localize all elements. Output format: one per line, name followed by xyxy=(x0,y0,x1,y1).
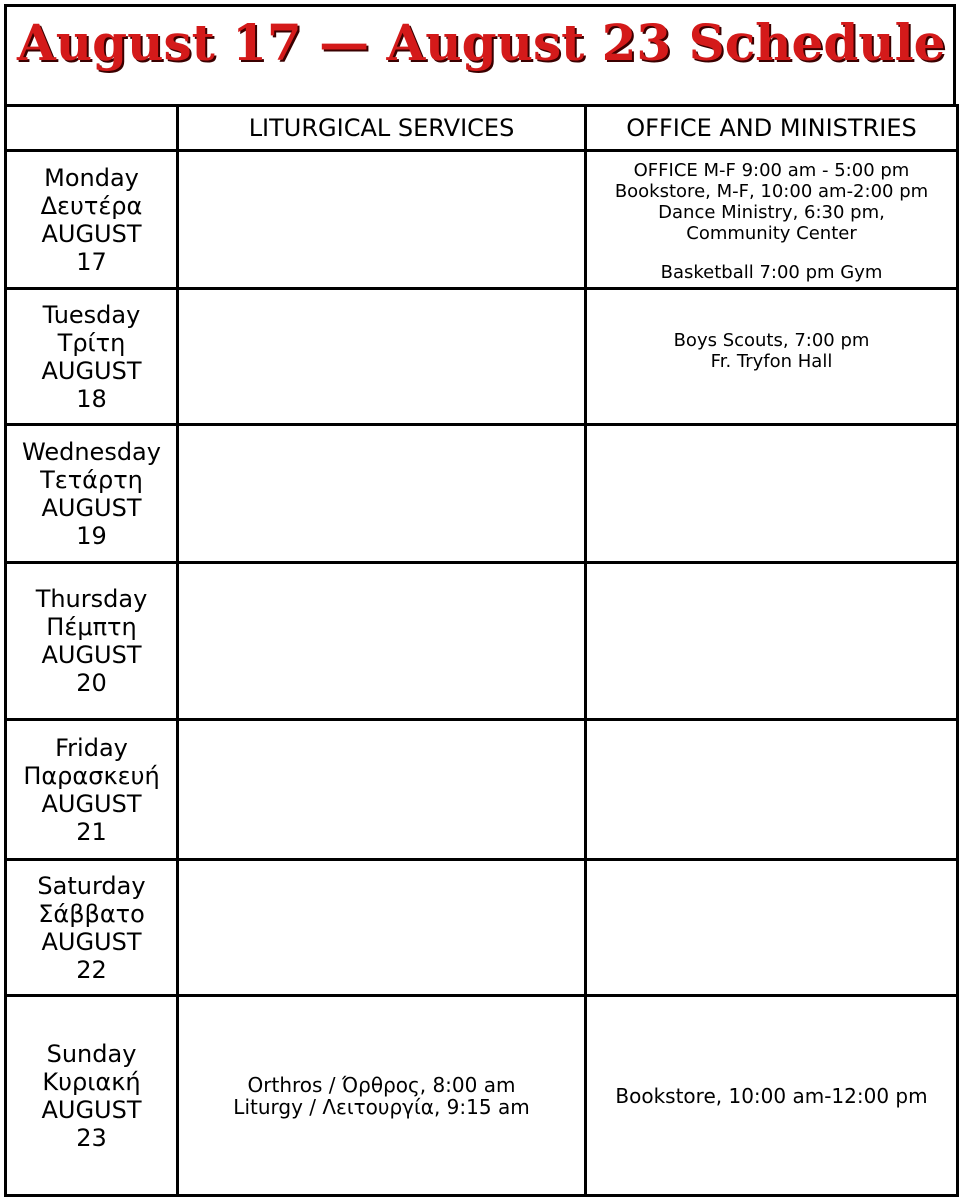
day-date: 21 xyxy=(76,817,107,846)
office-cell xyxy=(586,563,958,720)
office-note: Basketball 7:00 pm Gym xyxy=(660,262,883,283)
liturgical-cell xyxy=(178,720,586,860)
day-greek: Σάββατο xyxy=(38,899,145,928)
day-date: 18 xyxy=(76,384,107,413)
day-date: 22 xyxy=(76,955,107,984)
day-date: 17 xyxy=(76,247,107,276)
office-cell xyxy=(586,425,958,563)
day-greek: Τετάρτη xyxy=(40,465,143,494)
liturgical-cell xyxy=(178,425,586,563)
day-cell xyxy=(6,289,178,425)
day-name: Sunday xyxy=(46,1039,137,1068)
day-month: AUGUST xyxy=(41,1095,142,1124)
day-greek: Παρασκευή xyxy=(23,761,160,790)
liturgical-cell xyxy=(178,289,586,425)
office-note: Dance Ministry, 6:30 pm, xyxy=(658,202,885,223)
header-office: OFFICE AND MINISTRIES xyxy=(586,106,958,151)
day-cell xyxy=(6,860,178,996)
liturgical-cell xyxy=(178,996,586,1196)
day-row-friday xyxy=(6,720,958,860)
day-cell xyxy=(6,425,178,563)
day-greek: Δευτέρα xyxy=(40,191,143,220)
day-name: Thursday xyxy=(35,585,148,613)
day-name: Wednesday xyxy=(22,437,161,466)
office-note: OFFICE M-F 9:00 am - 5:00 pm xyxy=(633,160,910,181)
day-row-sunday xyxy=(6,996,958,1196)
header-liturgical: LITURGICAL SERVICES xyxy=(178,106,586,151)
day-greek: Κυριακή xyxy=(42,1067,141,1096)
liturgical-cell xyxy=(178,860,586,996)
day-row-saturday xyxy=(6,860,958,996)
day-name: Tuesday xyxy=(42,300,141,329)
liturgical-note: Liturgy / Λειτουργία, 9:15 am xyxy=(233,1094,530,1119)
day-cell xyxy=(6,996,178,1196)
day-greek: Τρίτη xyxy=(57,328,126,357)
day-month: AUGUST xyxy=(41,219,142,248)
day-date: 20 xyxy=(76,669,107,697)
day-cell xyxy=(6,720,178,860)
schedule-table xyxy=(4,104,959,1197)
day-month: AUGUST xyxy=(41,789,142,818)
liturgical-cell xyxy=(178,563,586,720)
day-greek: Πέμπτη xyxy=(46,613,137,641)
office-note: Bookstore, M-F, 10:00 am-2:00 pm xyxy=(614,181,929,202)
day-name: Friday xyxy=(55,733,128,762)
day-cell xyxy=(6,151,178,289)
office-cell xyxy=(586,289,958,425)
day-month: AUGUST xyxy=(41,927,142,956)
header-day-blank xyxy=(6,106,178,151)
office-note: Bookstore, 10:00 am-12:00 pm xyxy=(615,1083,928,1108)
day-date: 23 xyxy=(76,1123,107,1152)
day-date: 19 xyxy=(76,521,107,550)
office-cell xyxy=(586,996,958,1196)
day-name: Saturday xyxy=(37,871,146,900)
day-row-tuesday xyxy=(6,289,958,425)
liturgical-note: Orthros / Όρθρος, 8:00 am xyxy=(247,1072,516,1097)
page-title: August 17 — August 23 Schedule xyxy=(17,13,946,72)
office-cell xyxy=(586,860,958,996)
office-note: Boys Scouts, 7:00 pm xyxy=(673,330,870,351)
office-note: Fr. Tryfon Hall xyxy=(710,351,833,372)
office-cell xyxy=(586,720,958,860)
office-note: Community Center xyxy=(686,223,857,244)
day-cell xyxy=(6,563,178,720)
day-month: AUGUST xyxy=(41,493,142,522)
header-row xyxy=(6,106,958,151)
title-box xyxy=(4,4,956,104)
day-month: AUGUST xyxy=(41,356,142,385)
day-name: Monday xyxy=(44,163,139,192)
day-row-wednesday xyxy=(6,425,958,563)
day-row-thursday xyxy=(6,563,958,720)
day-row-monday xyxy=(6,151,958,289)
day-month: AUGUST xyxy=(41,641,142,669)
liturgical-cell xyxy=(178,151,586,289)
office-cell xyxy=(586,151,958,289)
